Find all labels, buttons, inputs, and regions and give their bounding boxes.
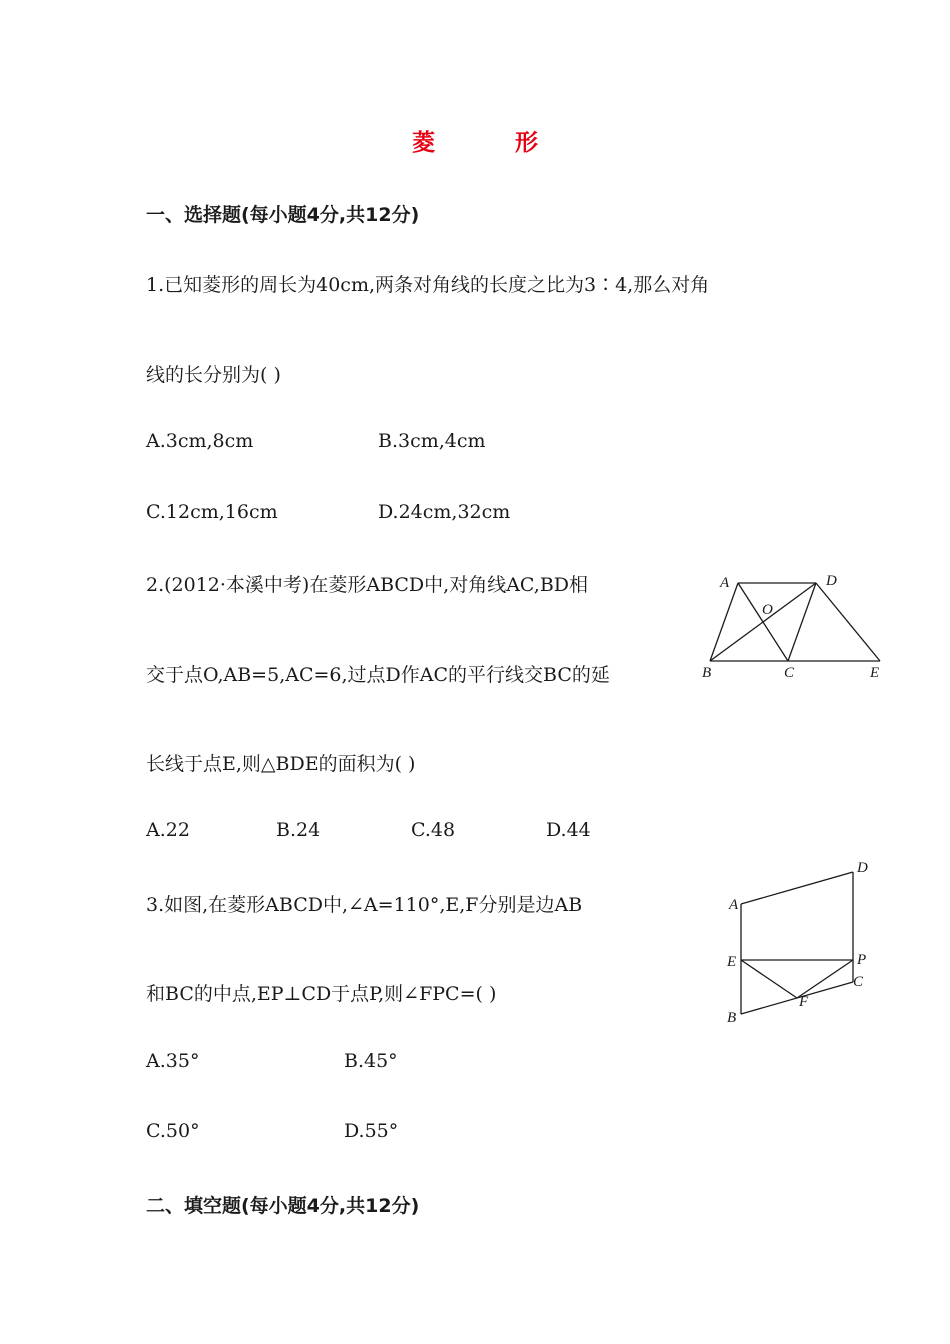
label-c: C xyxy=(853,974,864,990)
segment-dc xyxy=(788,583,816,661)
label-p: P xyxy=(857,952,867,968)
q3-line1: 3.如图,在菱形ABCD中,∠A=110°,E,F分别是边AB xyxy=(146,894,583,916)
segment-de xyxy=(816,583,880,661)
segment-ad xyxy=(741,872,853,904)
q1-option-d[interactable]: D.24cm,32cm xyxy=(378,501,511,523)
label-e: E xyxy=(727,954,737,970)
label-d: D xyxy=(857,860,868,876)
q1-line2: 线的长分别为( ) xyxy=(146,364,281,386)
q3-option-d[interactable]: D.55° xyxy=(344,1120,399,1142)
q2-line1: 2.(2012·本溪中考)在菱形ABCD中,对角线AC,BD相 xyxy=(146,574,589,596)
section-heading-choice: 一、选择题(每小题4分,共12分) xyxy=(146,204,420,226)
label-b: B xyxy=(727,1010,737,1026)
q2-line2: 交于点O,AB=5,AC=6,过点D作AC的平行线交BC的延 xyxy=(146,664,610,686)
label-f: F xyxy=(799,994,809,1010)
q1-option-c[interactable]: C.12cm,16cm xyxy=(146,501,278,523)
segment-pf xyxy=(797,960,853,998)
segment-ab xyxy=(710,583,738,661)
label-o: O xyxy=(762,602,773,618)
q1-option-a[interactable]: A.3cm,8cm xyxy=(146,430,254,452)
label-e: E xyxy=(870,665,880,681)
label-a: A xyxy=(729,897,739,913)
label-b: B xyxy=(702,665,712,681)
q3-option-a[interactable]: A.35° xyxy=(146,1050,200,1072)
q2-option-d[interactable]: D.44 xyxy=(546,819,591,841)
label-a: A xyxy=(720,575,730,591)
q2-option-a[interactable]: A.22 xyxy=(146,819,190,841)
q1-option-b[interactable]: B.3cm,4cm xyxy=(378,430,486,452)
q3-figure xyxy=(715,852,885,1032)
q3-line2: 和BC的中点,EP⊥CD于点P,则∠FPC=( ) xyxy=(146,983,497,1005)
q3-option-c[interactable]: C.50° xyxy=(146,1120,200,1142)
q2-figure xyxy=(700,565,900,685)
label-c: C xyxy=(784,665,795,681)
label-d: D xyxy=(826,573,837,589)
q1-line1: 1.已知菱形的周长为40cm,两条对角线的长度之比为3∶4,那么对角 xyxy=(146,274,710,296)
q2-option-b[interactable]: B.24 xyxy=(276,819,321,841)
page-title: 菱 形 xyxy=(411,129,574,156)
segment-ef xyxy=(741,960,797,998)
q2-line3: 长线于点E,则△BDE的面积为( ) xyxy=(146,753,416,775)
section-heading-fill: 二、填空题(每小题4分,共12分) xyxy=(146,1195,420,1217)
diagonal-bd xyxy=(710,583,816,661)
q3-option-b[interactable]: B.45° xyxy=(344,1050,398,1072)
q2-option-c[interactable]: C.48 xyxy=(411,819,456,841)
